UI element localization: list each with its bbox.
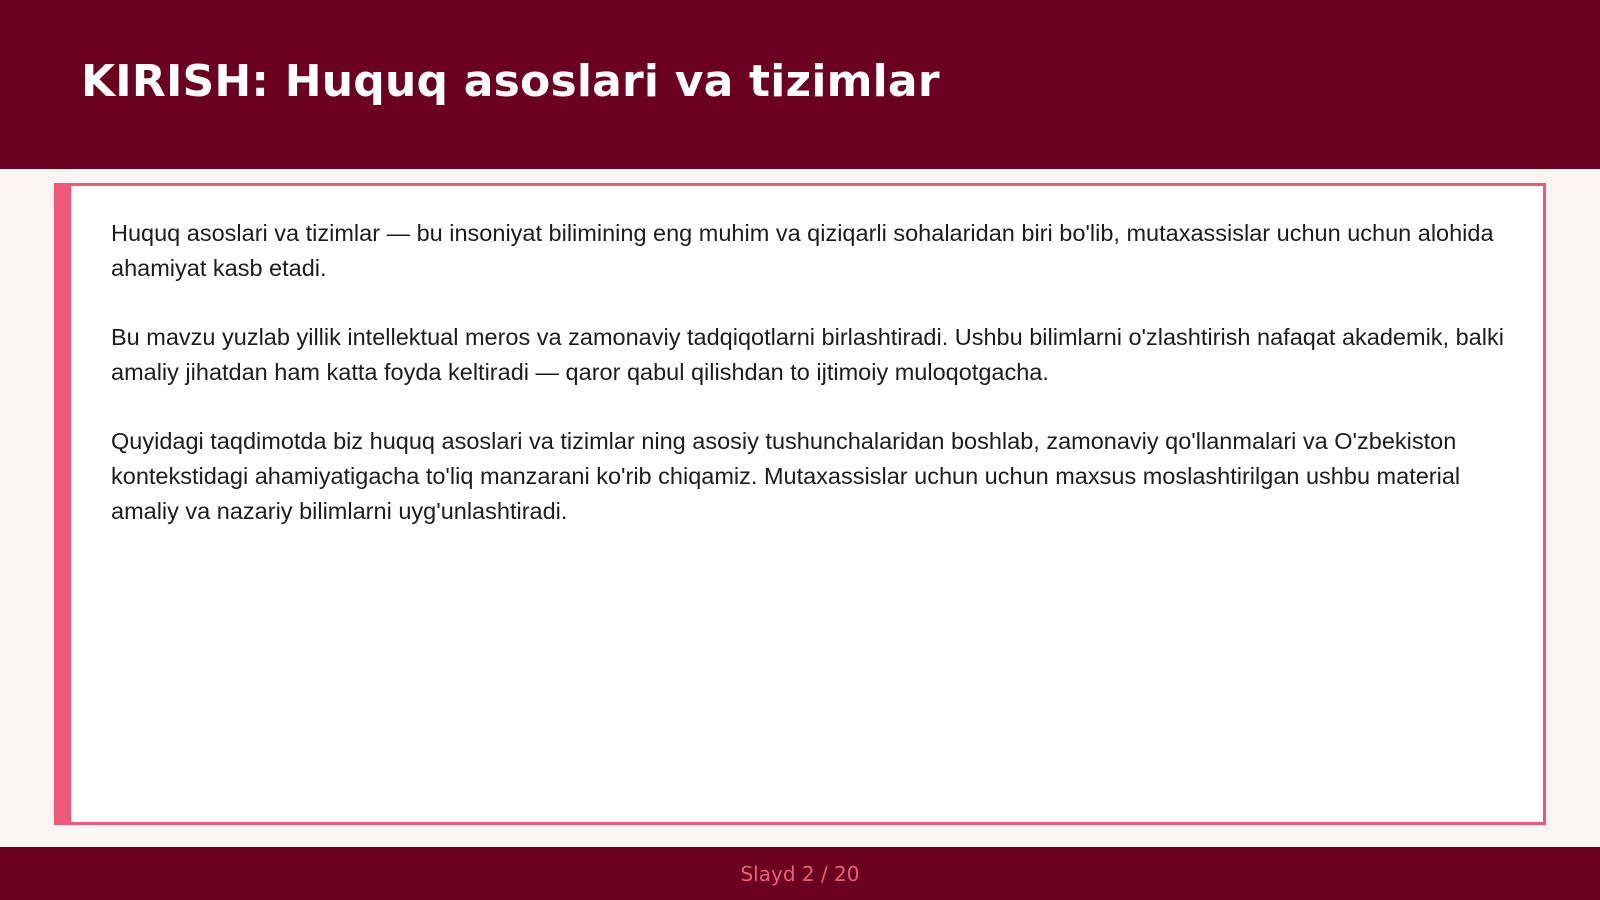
slide-number-indicator: Slayd 2 / 20 bbox=[740, 862, 860, 886]
content-card bbox=[54, 183, 1546, 825]
slide-title: KIRISH: Huquq asoslari va tizimlar bbox=[81, 56, 940, 107]
slide-header bbox=[0, 0, 1600, 169]
overview-paragraph: Quyidagi taqdimotda biz huquq asoslari va tizimlar ning asosiy tushunchalaridan boshlab, zamonaviy qo'llanmalari va O'zbekiston kontekstidagi ahamiyatigacha to'liq manzarani ko'rib chiqamiz. Mutaxassislar uchun uchun maxsus moslashtirilgan ushbu material amaliy va nazariy bilimlarni uyg'unlashtiradi. bbox=[111, 428, 1461, 524]
heritage-paragraph: Bu mavzu yuzlab yillik intellektual meros va zamonaviy tadqiqotlarni birlashtiradi. Ushbu bilimlarni o'zlashtirish nafaqat akademik, balki amaliy jihatdan ham katta foyda keltiradi — qaror qabul qilishdan to ijtimoiy muloqotgacha. bbox=[111, 324, 1504, 385]
content-body bbox=[111, 216, 1521, 563]
intro-paragraph: Huquq asoslari va tizimlar — bu insoniyat bilimining eng muhim va qiziqarli sohalaridan biri bo'lib, mutaxassislar uchun uchun alohida ahamiyat kasb etadi. bbox=[111, 220, 1494, 281]
slide-footer bbox=[0, 847, 1600, 900]
